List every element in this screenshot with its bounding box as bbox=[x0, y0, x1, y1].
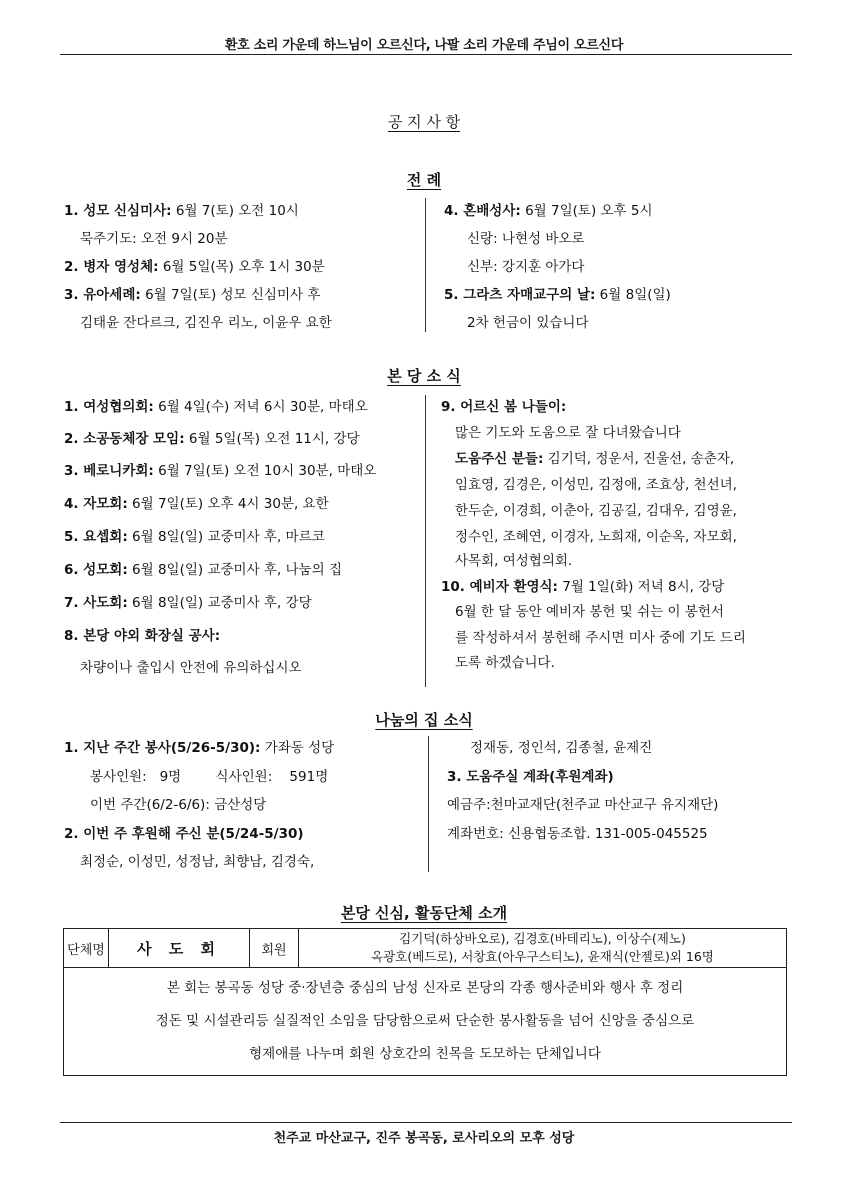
sharing-item: 예금주:천마교재단(천주교 마산교구 유지재단) bbox=[447, 797, 719, 813]
page-header: 환호 소리 가운데 하느님이 오르신다, 나팔 소리 가운데 주님이 오르신다 bbox=[224, 38, 624, 53]
members-cell bbox=[299, 929, 787, 968]
section-title-parish-news: 본 당 소 식 bbox=[387, 367, 461, 385]
sharing-item: 최정순, 이성민, 성정남, 최향남, 김경숙, bbox=[80, 854, 315, 870]
liturgy-item: 3. 유아세례: 6월 7일(토) 성모 신심미사 후 bbox=[64, 287, 321, 303]
sharing-item: 2. 이번 주 후원해 주신 분(5/24-5/30) bbox=[64, 826, 304, 842]
column-divider bbox=[425, 395, 426, 687]
group-label-cell: 단체명 bbox=[64, 929, 109, 968]
description-line: 형제애를 나누며 회원 상호간의 친목을 도모하는 단체입니다 bbox=[249, 1046, 601, 1062]
liturgy-item: 신부: 강지훈 아가다 bbox=[467, 259, 585, 275]
news-item: 도록 하겠습니다. bbox=[455, 655, 555, 671]
liturgy-item: 묵주기도: 오전 9시 20분 bbox=[80, 231, 228, 247]
news-item: 임효영, 김경은, 이성민, 김정애, 조효상, 천선녀, bbox=[455, 477, 737, 493]
news-item: 3. 베로니카회: 6월 7일(토) 오전 10시 30분, 마태오 bbox=[64, 463, 377, 479]
sharing-item: 정재동, 정인석, 김종철, 윤제진 bbox=[470, 740, 653, 756]
sharing-item: 1. 지난 주간 봉사(5/26-5/30): 가좌동 성당 bbox=[64, 740, 335, 756]
liturgy-item: 5. 그라츠 자매교구의 날: 6월 8일(일) bbox=[444, 287, 671, 303]
news-item: 7. 사도회: 6월 8일(일) 교중미사 후, 강당 bbox=[64, 595, 312, 611]
liturgy-item: 신랑: 나현성 바오로 bbox=[467, 231, 585, 247]
section-title-sharing-house: 나눔의 집 소식 bbox=[375, 711, 473, 729]
liturgy-item: 2차 헌금이 있습니다 bbox=[467, 315, 589, 331]
description-line: 본 회는 봉곡동 성당 중·장년층 중심의 남성 신자로 본당의 각종 행사준비와 행사 후 정리 bbox=[166, 980, 684, 996]
news-item: 1. 여성협의회: 6월 4일(수) 저녁 6시 30분, 마태오 bbox=[64, 399, 368, 415]
news-item: 사목회, 여성협의회. bbox=[455, 553, 573, 569]
liturgy-item: 2. 병자 영성체: 6월 5일(목) 오후 1시 30분 bbox=[64, 259, 325, 275]
members-line: 옥광호(베드로), 서창효(아우구스티노), 윤재식(안젤로)외 16명 bbox=[371, 949, 714, 964]
header-divider bbox=[60, 54, 792, 55]
liturgy-item: 김태윤 잔다르크, 김진우 리노, 이윤우 요한 bbox=[80, 315, 332, 331]
column-divider bbox=[425, 198, 426, 332]
news-item: 10. 예비자 환영식: 7월 1일(화) 저녁 8시, 강당 bbox=[441, 579, 725, 595]
news-item: 5. 요셉회: 6월 8일(일) 교중미사 후, 마르코 bbox=[64, 529, 325, 545]
description-line: 정돈 및 시설관리등 실질적인 소임을 담당함으로써 단순한 봉사활동을 넘어 신앙을 중심으로 bbox=[155, 1013, 695, 1029]
group-name-cell: 사 도 회 bbox=[109, 929, 250, 968]
news-item: 6. 성모회: 6월 8일(일) 교중미사 후, 나눔의 집 bbox=[64, 562, 342, 578]
news-item: 를 작성하셔서 봉헌해 주시면 미사 중에 기도 드리 bbox=[455, 630, 746, 646]
news-item: 4. 자모회: 6월 7일(토) 오후 4시 30분, 요한 bbox=[64, 496, 329, 512]
sharing-item: 3. 도움주실 계좌(후원계좌) bbox=[447, 769, 614, 785]
liturgy-item: 4. 혼배성사: 6월 7일(토) 오후 5시 bbox=[444, 203, 653, 219]
page-footer: 천주교 마산교구, 진주 봉곡동, 로사리오의 모후 성당 bbox=[273, 1131, 575, 1146]
column-divider bbox=[428, 736, 429, 872]
sharing-item: 계좌번호: 신용협동조합. 131-005-045525 bbox=[447, 826, 708, 842]
section-title-liturgy: 전 례 bbox=[406, 171, 442, 189]
members-line: 김기덕(하상바오로), 김경호(바테리노), 이상수(제노) bbox=[399, 931, 686, 946]
sharing-item: 봉사인원: 9명 식사인원: 591명 bbox=[90, 769, 329, 785]
section-title-group-intro: 본당 신심, 활동단체 소개 bbox=[340, 904, 508, 922]
news-item: 8. 본당 야외 화장실 공사: bbox=[64, 628, 221, 644]
news-item: 2. 소공동체장 모임: 6월 5일(목) 오전 11시, 강당 bbox=[64, 431, 360, 447]
news-item: 도움주신 분들: 김기덕, 정운서, 진울선, 송춘자, bbox=[455, 451, 735, 467]
group-intro-table bbox=[63, 928, 787, 1076]
footer-divider bbox=[60, 1122, 792, 1123]
news-item: 정수인, 조혜연, 이경자, 노희재, 이순옥, 자모회, bbox=[455, 529, 737, 545]
sharing-item: 이번 주간(6/2-6/6): 금산성당 bbox=[90, 797, 267, 813]
news-item: 6월 한 달 동안 예비자 봉헌 및 쉬는 이 봉헌서 bbox=[455, 604, 724, 620]
notice-title: 공 지 사 항 bbox=[387, 113, 461, 131]
group-description-cell bbox=[64, 968, 787, 1076]
member-label-cell: 회원 bbox=[250, 929, 299, 968]
news-item: 한두순, 이경희, 이춘아, 김공길, 김대우, 김영윤, bbox=[455, 503, 737, 519]
news-item: 차량이나 출입시 안전에 유의하십시오 bbox=[80, 660, 302, 676]
news-item: 9. 어르신 봄 나들이: bbox=[441, 399, 567, 415]
news-item: 많은 기도와 도움으로 잘 다녀왔습니다 bbox=[455, 425, 681, 441]
liturgy-item: 1. 성모 신심미사: 6월 7(토) 오전 10시 bbox=[64, 203, 299, 219]
